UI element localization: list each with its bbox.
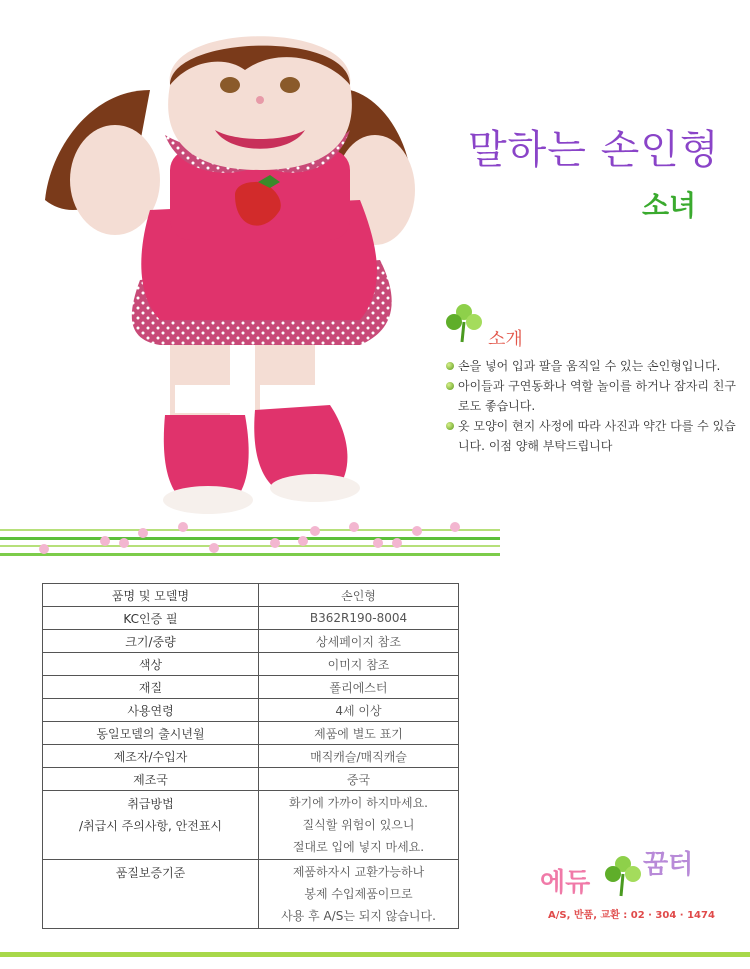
bullet-icon	[446, 362, 454, 370]
table-row: 제조국 중국	[43, 768, 459, 791]
list-item: 손을 넣어 입과 팔을 움직일 수 있는 손인형입니다.	[444, 356, 744, 376]
intro-heading: 소개	[488, 329, 523, 350]
hand-puppet-doll-image	[30, 30, 420, 515]
bullet-icon	[446, 382, 454, 390]
table-row: 사용연령 4세 이상	[43, 699, 459, 722]
list-item: 옷 모양이 현지 사정에 따라 사진과 약간 다를 수 있습니다. 이점 양해 부탁드립니다	[444, 416, 744, 456]
contact-info: A/S, 반품, 교환 : 02 · 304 · 1474	[548, 910, 715, 921]
decorative-divider	[0, 515, 500, 560]
product-title: 말하는 손인형	[468, 127, 720, 173]
product-spec-table	[42, 583, 459, 929]
table-row: 품질보증기준 제품하자시 교환가능하나 봉제 수입제품이므로 사용 후 A/S는 되지 않습니다.	[43, 860, 459, 929]
table-row: 제조자/수입자 매직캐슬/매직캐슬	[43, 745, 459, 768]
product-subtitle: 소녀	[642, 189, 697, 222]
table-row: 크기/중량 상세페이지 참조	[43, 630, 459, 653]
list-item: 아이들과 구연동화나 역할 놀이를 하거나 잠자리 친구로도 좋습니다.	[444, 376, 744, 416]
table-row: KC인증 필 B362R190-8004	[43, 607, 459, 630]
table-row: 품명 및 모델명 손인형	[43, 584, 459, 607]
table-row: 동일모델의 출시년월 제품에 별도 표기	[43, 722, 459, 745]
table-row: 취급방법 /취급시 주의사항, 안전표시 화기에 가까이 하지마세요. 질식할 위험이 있으니 절대로 입에 넣지 마세요.	[43, 791, 459, 860]
brand-logo: 에듀 꿈터	[540, 850, 694, 898]
intro-list	[444, 356, 744, 456]
table-row: 재질 폴리에스터	[43, 676, 459, 699]
bottom-divider	[0, 952, 750, 957]
clover-icon	[442, 300, 486, 344]
clover-icon	[603, 854, 643, 898]
bullet-icon	[446, 422, 454, 430]
table-row: 색상 이미지 참조	[43, 653, 459, 676]
